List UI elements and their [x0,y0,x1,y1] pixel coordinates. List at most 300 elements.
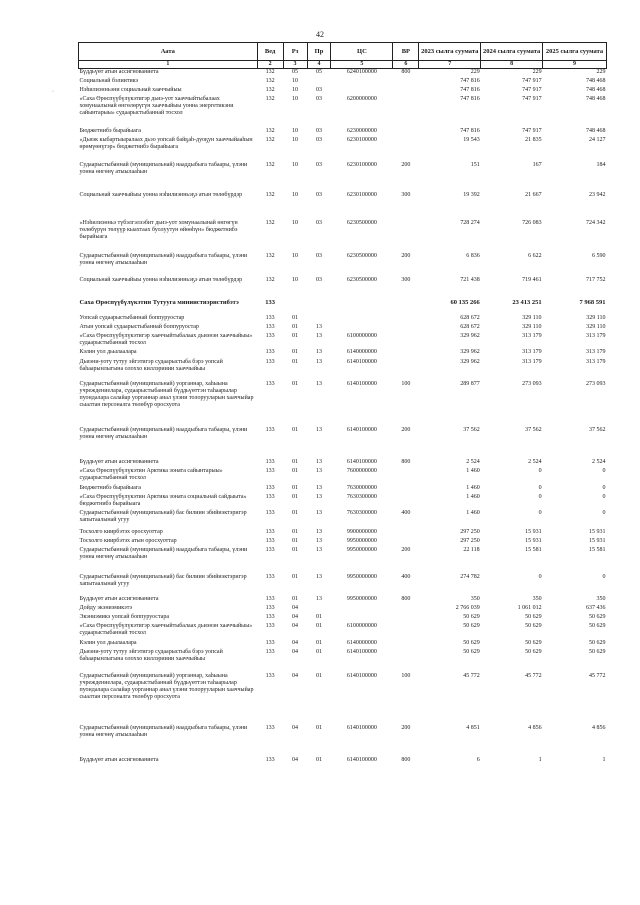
row-rz: 01 [292,348,299,355]
row-value-2023: 22 118 [463,546,480,553]
row-ved: 133 [265,622,275,629]
row-value-2025: 15 581 [589,546,606,553]
row-cs: 6140100000 [346,648,377,655]
row-value-2023: 1 460 [466,467,480,474]
row-cs: 6230100000 [346,191,377,198]
row-name: Дьиэни-уоту тутуу эйгэтигэр судаарыстыба бэрэ уопсай баһаарынлыгына олоххо киллэрииии хааччыйыы [79,358,223,372]
row-cs: 6100000000 [346,332,377,339]
row-name: Судаарыстыбаннай (муниципальнай) нааддыбыга табаары, үлэни уонна өнгөнү атыылааһын [79,161,248,175]
row-cs: 6140100000 [346,724,377,731]
row-value-2023: 728 274 [460,219,480,226]
row-ved: 133 [265,323,275,330]
row-ved: 133 [265,537,275,544]
row-value-2023: 151 [470,161,480,168]
row-value-2024: 37 562 [525,426,542,433]
row-vr: 800 [401,458,411,465]
row-value-2023: 50 629 [463,639,480,646]
table-row [79,277,607,299]
row-pr: 13 [316,528,322,535]
col-header-ved: Вед [257,43,283,61]
row-value-2025: 2 524 [592,458,606,465]
row-name: Нэһилиэнньэни социальнай хааччыйыы [79,86,182,93]
row-vr: 800 [401,69,411,75]
row-value-2024: 313 179 [522,348,542,355]
row-name: «Саха Өрөспүүбүлүкэтигэр дьиэ-уот хааччыйтыбалаах хомунаалынай өнгөлөрүгүн хааччыйыы уонна энергетикэни сайынтарыы» судаарыстыбаннай тосхол [79,95,234,116]
row-pr: 03 [316,276,322,283]
table-row [79,427,607,459]
row-rz: 10 [292,219,299,226]
row-name: Дойду экэниэмикэтэ [79,604,133,611]
row-pr: 01 [316,622,322,629]
row-value-2025: 748 468 [586,86,606,93]
row-ved: 132 [265,86,275,93]
row-ved: 133 [265,484,275,491]
row-pr: 13 [316,380,322,387]
row-rz: 04 [292,639,299,646]
row-name: Социальнай хааччыйыы уонна нэһилиэнньэҕэ атын төлөбүрдэр [79,276,243,283]
row-cs: 6230500000 [346,252,377,259]
row-rz: 04 [292,724,299,731]
row-ved: 133 [265,595,275,602]
table-row [79,87,607,96]
row-name: Экэниэмикэ уопсай боппуруостара [79,613,169,620]
table-row [79,324,607,333]
row-name: «Саха Өрөспүүбүлүкэтигэр хааччыйтыбалаах дьиэнэн хааччыйыы» судаарыстыбаннай тосхол [79,332,253,346]
row-ved: 133 [265,458,275,465]
table-row [79,381,607,427]
row-ved: 133 [265,348,275,355]
row-name: Уопсай судаарыстыбаннай боппуруостар [79,314,185,321]
row-value-2025: 45 772 [589,672,606,679]
row-name: Кэлин уол дьылаалара [79,639,137,646]
row-rz: 01 [292,493,299,500]
table-row [79,494,607,510]
row-rz: 04 [292,604,299,611]
row-value-2025: 37 562 [589,426,606,433]
row-vr: 400 [401,573,411,580]
row-ved: 133 [265,314,275,321]
row-cs: 7630300000 [346,493,377,500]
row-value-2023: 329 962 [460,358,480,365]
table-row [79,485,607,494]
row-name: Саха Өрөспүүбүлүкэтин Тутууга миниистиэристибэтэ [79,298,239,306]
table-row [79,96,607,128]
row-pr: 13 [316,546,322,553]
row-pr: 03 [316,86,322,93]
row-cs: 6140100000 [346,426,377,433]
row-cs [331,299,393,315]
row-rz: 10 [292,77,299,84]
row-name: Бүддьүөт атын ассигнованиета [79,69,159,75]
row-vr [393,349,419,359]
row-cs: 6140000000 [346,639,377,646]
table-row [79,128,607,137]
row-rz: 01 [292,380,299,387]
row-value-2023: 329 962 [460,348,480,355]
row-pr: 01 [316,724,322,731]
table-row [79,614,607,623]
row-rz: 01 [292,358,299,365]
row-name: Судаарыстыбаннай (муниципальнай) нааддыбыга табаары, үлэни уонна өнгөнү атыылааһын [79,546,248,560]
row-cs: 6140100000 [346,672,377,679]
row-vr [393,468,419,485]
row-name: Судаарыстыбаннай (муниципальнай) нааддыбыга табаары, үлэни уонна өнгөнү атыылааһын [79,252,248,266]
row-ved: 133 [265,467,275,474]
row-pr: 03 [316,219,322,226]
row-vr [393,485,419,494]
row-rz: 10 [292,127,299,134]
row-value-2023: 6 836 [466,252,480,259]
row-rz: 01 [292,546,299,553]
row-value-2024: 4 856 [528,724,542,731]
table-row [79,349,607,359]
row-value-2025: 350 [596,595,606,602]
row-vr [393,315,419,324]
row-value-2023: 6 [476,756,480,763]
row-value-2023: 4 851 [466,724,480,731]
table-row [79,137,607,162]
row-pr: 03 [316,252,322,259]
row-value-2024: 6 622 [528,252,542,259]
row-ved: 133 [265,613,275,620]
row-pr [307,299,331,315]
row-value-2023: 1 460 [466,509,480,516]
row-value-2023: 2 524 [466,458,480,465]
row-name: Тосхолго киирбэтэх оросхуоттар [79,528,163,535]
row-value-2023: 289 877 [460,380,480,387]
row-value-2025: 313 179 [586,358,606,365]
row-value-2024: 313 179 [522,358,542,365]
row-rz: 10 [292,191,299,198]
row-vr: 100 [401,380,411,387]
row-ved: 132 [265,161,275,168]
col-number: 1 [79,61,258,69]
row-pr: 13 [316,348,322,355]
row-ved: 133 [265,380,275,387]
row-value-2025: 184 [596,161,606,168]
row-rz: 01 [292,484,299,491]
table-row [79,623,607,640]
row-value-2023: 50 629 [463,648,480,655]
row-name: Тосхолго киирбэтэх атын оросхуоттар [79,537,177,544]
row-cs: 9950000000 [346,573,377,580]
row-name: Судаарыстыбаннай (муниципальнай) нааддыбыга табаары, үлэни уонна өнгөнү атыылааһын [79,724,248,738]
row-ved: 133 [265,528,275,535]
table-row [79,538,607,547]
table-row [79,162,607,192]
col-header-cs: ЦС [331,43,393,61]
row-pr: 13 [316,467,322,474]
row-cs [331,605,393,614]
row-rz: 01 [292,573,299,580]
row-value-2025: 50 629 [589,622,606,629]
row-name: Бүддьүөт атын ассигнованиета [79,595,159,602]
row-rz: 01 [292,458,299,465]
row-pr: 13 [316,573,322,580]
row-value-2024: 0 [538,509,542,516]
table-row [79,69,607,78]
row-vr: 300 [401,191,411,198]
row-vr [393,529,419,538]
table-row [79,673,607,725]
row-value-2024: 1 [538,756,542,763]
row-ved: 132 [265,191,275,198]
row-value-2024: 229 [532,69,542,75]
row-cs: 6140000000 [346,348,377,355]
table-row [79,574,607,596]
row-cs: 6100000000 [346,622,377,629]
row-cs: 6140100000 [346,358,377,365]
table-row [79,459,607,468]
row-value-2023: 50 629 [463,622,480,629]
row-rz: 01 [292,595,299,602]
table-body [79,69,607,766]
row-value-2024: 15 931 [525,528,542,535]
row-value-2023: 60 135 266 [450,298,480,306]
row-value-2024: 50 629 [525,622,542,629]
row-ved: 133 [265,573,275,580]
row-vr: 200 [401,426,411,433]
row-name: Кэлин уол дьылаалара [79,348,137,355]
table-row [79,649,607,673]
table-row [79,640,607,649]
row-rz: 01 [292,426,299,433]
row-name: Дьиэни-уоту тутуу эйгэтигэр судаарыстыба бэрэ уопсай баһаарынлыгына олоххо киллэрииии хааччыйыы [79,648,223,662]
row-value-2025: 24 127 [589,136,606,143]
col-number: 5 [331,61,393,69]
row-value-2025: 0 [602,484,606,491]
row-value-2024: 0 [538,493,542,500]
row-rz: 01 [292,528,299,535]
row-vr: 200 [401,161,411,168]
row-rz: 01 [292,509,299,516]
row-cs: 9950000000 [346,546,377,553]
row-value-2024: 1 061 012 [517,604,542,611]
row-vr: 100 [401,672,411,679]
row-value-2025: 6 590 [592,252,606,259]
row-value-2023: 329 962 [460,332,480,339]
row-value-2023: 628 672 [460,323,480,330]
row-cs: 6200000000 [346,95,377,102]
row-value-2025: 229 [596,69,606,75]
col-header-name: Аата [79,43,258,61]
row-rz: 01 [292,323,299,330]
row-cs: 7630000000 [346,484,377,491]
col-header-pr: Пр [307,43,331,61]
row-value-2024: 0 [538,467,542,474]
row-ved: 133 [265,724,275,731]
row-value-2024: 273 093 [522,380,542,387]
row-pr: 05 [316,69,322,75]
row-value-2023: 19 392 [463,191,480,198]
table-row [79,596,607,605]
row-value-2023: 229 [470,69,480,75]
row-value-2023: 1 460 [466,484,480,491]
table-row [79,529,607,538]
row-value-2024: 313 179 [522,332,542,339]
row-vr: 400 [401,509,411,516]
row-vr [393,649,419,673]
row-value-2025: 637 436 [586,604,606,611]
row-vr [393,640,419,649]
row-name: «Саха Өрөспүүбүлүкэтигэр хааччыйтыбалаах дьиэнэн хааччыйыы» судаарыстыбаннай тосхол [79,622,253,636]
row-value-2024: 50 629 [525,648,542,655]
row-ved: 133 [265,298,275,306]
row-cs: 6230100000 [346,161,377,168]
row-name: Судаарыстыбаннай (муниципальнай) нааддыбыга табаары, үлэни уонна өнгөнү атыылааһын [79,426,248,440]
row-rz: 04 [292,613,299,620]
row-value-2024: 350 [532,595,542,602]
row-pr: 13 [316,509,322,516]
row-cs [331,87,393,96]
table-row [79,725,607,757]
row-value-2025: 0 [602,573,606,580]
row-value-2024: 329 110 [522,314,542,321]
row-rz: 04 [292,648,299,655]
row-name: Судаарыстыбаннай (муниципальнай) бас билиин эбийиэктэригэр хапытаалынай угуу [79,573,247,587]
row-vr [393,87,419,96]
row-ved: 133 [265,672,275,679]
row-name: «Саха Өрөспүүбүлүкэтин Арктика зоната сайынтарыы» судаарыстыбаннай тосхол [79,467,223,481]
row-pr: 13 [316,458,322,465]
row-rz: 01 [292,332,299,339]
row-name: Бюджетнибэ бырайыага [79,127,141,134]
row-name: «Саха Өрөспүүбүлүкэтин Арктика зоната социальнай сайдыыта» бюджетнибэ бырайыага [79,493,247,507]
row-ved: 133 [265,509,275,516]
row-vr [393,333,419,349]
row-ved: 132 [265,219,275,226]
row-value-2023: 274 782 [460,573,480,580]
row-rz: 10 [292,276,299,283]
row-rz: 01 [292,467,299,474]
table-row [79,78,607,87]
table-row [79,468,607,485]
row-value-2025: 273 093 [586,380,606,387]
row-value-2024: 2 524 [528,458,542,465]
row-pr: 13 [316,595,322,602]
row-ved: 132 [265,95,275,102]
table-row [79,299,607,315]
table-header-row [79,43,607,61]
row-value-2025: 313 179 [586,332,606,339]
row-cs: 6230500000 [346,276,377,283]
row-ved: 132 [265,77,275,84]
row-value-2025: 329 110 [586,323,606,330]
row-name: Бүддьүөт атын ассигнованиета [79,756,159,763]
row-name: Судаарыстыбаннай (муниципальнай) бас билиин эбийиэктэригэр хапытаалынай угуу [79,509,247,523]
row-vr: 200 [401,724,411,731]
row-value-2024: 15 581 [525,546,542,553]
row-value-2025: 0 [602,493,606,500]
row-name: «Нэһилиэнньэ түбэлгэлээбит дьиэ-уот хомунаалынай өнгөгүн төлөбүрүн төлүүр кыахтаах буолуутун өйөөһүн» бюджетнибэ бырайыага [79,219,238,240]
row-ved: 133 [265,332,275,339]
row-name: Судаарыстыбаннай (муниципальнай) уорганнар, хаһыына учреждениелара, судаарыстыбаннай бүддьүөттэн таһаарылар пуондалара салайар уорганнар анал үлэни толорууларын хааччыйар сыалтан персоналга төлөбүр оросхуота [79,380,254,408]
col-number: 9 [543,61,607,69]
row-value-2025: 748 468 [586,127,606,134]
row-cs [331,324,393,333]
row-value-2023: 297 250 [460,537,480,544]
row-value-2024: 0 [538,573,542,580]
row-cs: 9900000000 [346,528,377,535]
row-value-2025: 1 [602,756,606,763]
row-value-2024: 747 917 [522,95,542,102]
row-value-2024: 21 835 [525,136,542,143]
row-value-2023: 747 816 [460,95,480,102]
row-vr [393,137,419,162]
budget-table [78,42,607,766]
row-vr [393,623,419,640]
margin-mark: · [52,89,54,95]
row-rz: 04 [292,756,299,763]
row-cs: 6230500000 [346,219,377,226]
row-cs: 6140100000 [346,380,377,387]
row-vr [393,128,419,137]
table-row [79,315,607,324]
row-value-2024: 50 629 [525,639,542,646]
table-row [79,333,607,349]
row-vr: 800 [401,595,411,602]
row-value-2025: 748 468 [586,77,606,84]
row-pr: 13 [316,358,322,365]
row-value-2023: 297 250 [460,528,480,535]
row-ved: 133 [265,426,275,433]
row-value-2025: 50 629 [589,648,606,655]
row-name: Атын уопсай судаарыстыбаннай боппуруостар [79,323,199,330]
row-value-2025: 748 468 [586,95,606,102]
row-vr: 800 [401,756,411,763]
row-pr: 03 [316,161,322,168]
row-value-2025: 4 856 [592,724,606,731]
row-value-2025: 15 931 [589,537,606,544]
row-value-2023: 19 543 [463,136,480,143]
row-pr: 01 [316,639,322,646]
row-pr: 13 [316,332,322,339]
row-cs: 6230000000 [346,127,377,134]
page-number: 42 [316,30,324,39]
col-number: 4 [307,61,331,69]
row-name: Бүддьүөт атын ассигнованиета [79,458,159,465]
row-value-2024: 23 413 251 [512,298,542,306]
row-ved: 133 [265,756,275,763]
table-row [79,192,607,220]
row-name: Социальнай бэлиитикэ [79,77,139,84]
row-cs: 6240100000 [346,69,377,75]
row-rz: 04 [292,622,299,629]
row-vr [393,605,419,614]
row-pr [307,78,331,87]
row-vr: 200 [401,546,411,553]
row-value-2023: 50 629 [463,613,480,620]
row-pr: 01 [316,613,322,620]
row-value-2024: 45 772 [525,672,542,679]
row-value-2024: 747 917 [522,77,542,84]
row-vr [393,494,419,510]
table-row [79,510,607,529]
row-value-2024: 719 461 [522,276,542,283]
row-value-2024: 50 629 [525,613,542,620]
col-header-rz: Рз [283,43,307,61]
row-cs: 6140100000 [346,458,377,465]
row-value-2023: 350 [470,595,480,602]
row-rz: 05 [292,69,299,75]
row-ved: 132 [265,252,275,259]
row-value-2024: 726 083 [522,219,542,226]
row-ved: 133 [265,639,275,646]
row-pr: 01 [316,648,322,655]
row-value-2023: 721 438 [460,276,480,283]
table-row [79,253,607,277]
row-cs: 6140100000 [346,756,377,763]
